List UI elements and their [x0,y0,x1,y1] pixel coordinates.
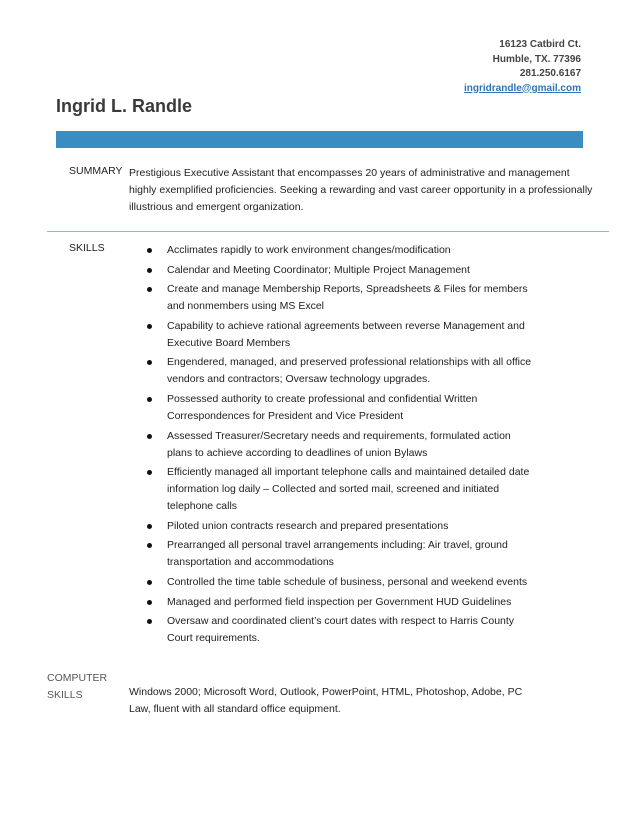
skill-item: Piloted union contracts research and prepared presentations [145,518,535,535]
skill-item: Prearranged all personal travel arrangements including: Air travel, ground transportation and accommodations [145,537,535,571]
skill-item: Managed and performed field inspection per Government HUD Guidelines [145,594,535,611]
skill-item: Capability to achieve rational agreements between reverse Management and Executive Board Members [145,318,535,352]
summary-text: Prestigious Executive Assistant that encompasses 20 years of administrative and management highly exemplified proficiencies. Seeking a rewarding and vast career opportunity in a professionally illustrious and emergent organization. [129,167,593,213]
computer-skills-label-line1: COMPUTER [47,672,108,684]
skill-item: Acclimates rapidly to work environment changes/modification [145,242,535,259]
skill-item: Controlled the time table schedule of business, personal and weekend events [145,574,535,591]
skill-item: Create and manage Membership Reports, Spreadsheets & Files for members and nonmembers using MS Excel [145,281,535,315]
skill-item: Possessed authority to create professional and confidential Written Correspondences for President and Vice President [145,391,535,425]
contact-city: Humble, TX. 77396 [492,53,581,65]
header-accent-bar [56,131,583,148]
contact-street: 16123 Catbird Ct. [499,39,581,50]
section-divider [47,231,609,232]
skill-item: Efficiently managed all important telephone calls and maintained detailed date information log daily – Collected and sorted mail, screened and initiated telephone calls [145,464,535,515]
contact-phone: 281.250.6167 [519,68,581,79]
skills-list [145,242,535,650]
computer-skills-label-line2: SKILLS [47,689,83,701]
computer-skills-text: Windows 2000; Microsoft Word, Outlook, PowerPoint, HTML, Photoshop, Adobe, PC Law, fluent with all standard office equipment. [129,686,523,715]
candidate-name: Ingrid L. Randle [56,96,193,116]
contact-email-link[interactable]: ingridrandle@gmail.com [464,82,581,94]
contact-block [464,38,581,96]
skills-label: SKILLS [69,242,105,254]
skill-item: Calendar and Meeting Coordinator; Multiple Project Management [145,262,535,279]
skill-item: Assessed Treasurer/Secretary needs and requirements, formulated action plans to achieve according to deadlines of union Bylaws [145,428,535,462]
skill-item: Engendered, managed, and preserved professional relationships with all office vendors and contractors; Oversaw technology upgrades. [145,354,535,388]
skill-item: Oversaw and coordinated client’s court dates with respect to Harris County Court requirements. [145,613,535,647]
summary-label: SUMMARY [69,165,123,177]
computer-skills-label [47,670,117,704]
